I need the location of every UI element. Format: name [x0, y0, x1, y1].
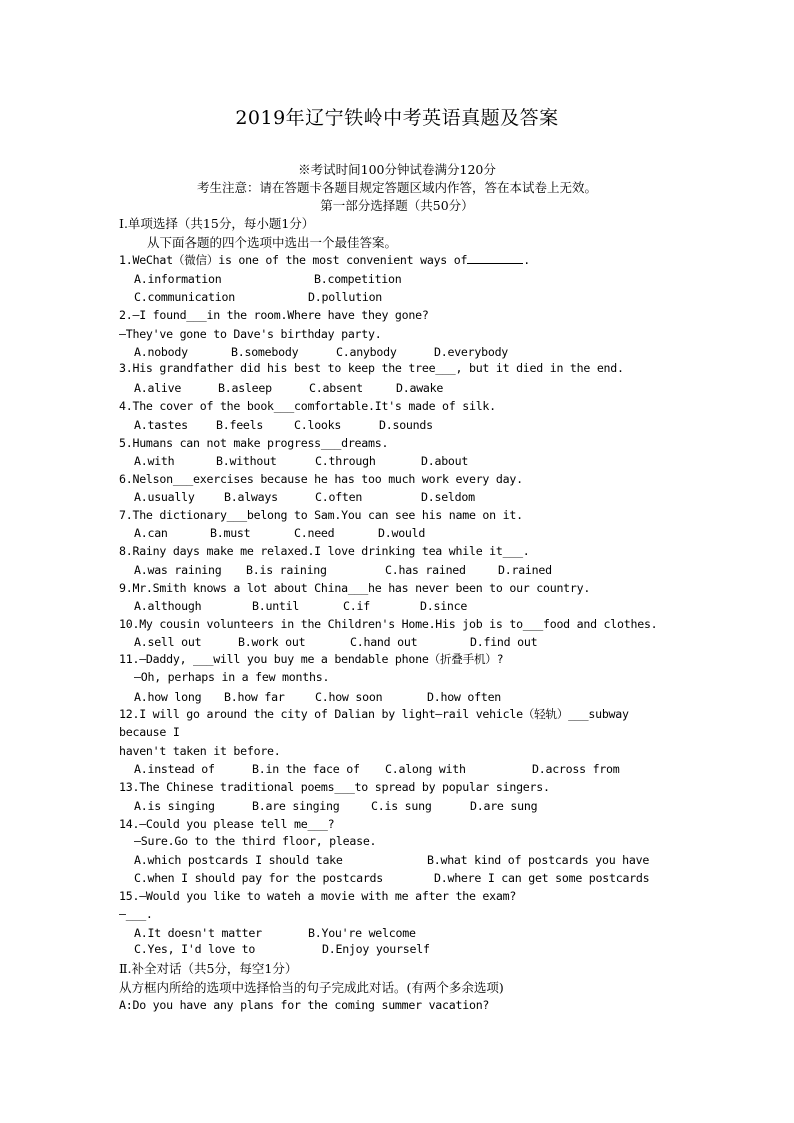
question-14: 14.—Could you please tell me___? — [119, 817, 335, 831]
option-a: A.which postcards I should take — [134, 853, 343, 867]
answer-blank — [467, 253, 523, 264]
option-d: D.rained — [498, 563, 552, 577]
question-13: 13.The Chinese traditional poems___to spread by popular singers. — [119, 780, 550, 794]
option-b: B.You're welcome — [308, 926, 416, 940]
question-3: 3.His grandfather did his best to keep the tree___, but it died in the end. — [119, 361, 624, 375]
option-a: A.tastes — [134, 418, 188, 432]
option-c: C.how soon — [315, 690, 383, 704]
option-c: C.is sung — [371, 799, 432, 813]
question-12-cont: because I — [119, 725, 180, 739]
option-c: C.if — [343, 599, 370, 613]
option-a: A.although — [134, 599, 202, 613]
exam-notice: 考生注意：请在答题卡各题目规定答题区域内作答，答在本试卷上无效。 — [196, 180, 597, 195]
question-1-stem: 1.WeChat（微信）is one of the most convenient ways of — [119, 253, 468, 267]
option-b: B.must — [210, 526, 251, 540]
option-b: B.work out — [238, 635, 306, 649]
option-c: C.has rained — [385, 563, 466, 577]
question-1: 1.WeChat（微信）is one of the most convenient ways of . — [119, 253, 530, 267]
question-10: 10.My cousin volunteers in the Children's Home.His job is to___food and clothes. — [119, 617, 658, 631]
option-d: D.find out — [470, 635, 538, 649]
option-c: C.along with — [385, 762, 466, 776]
question-6-options — [134, 490, 694, 506]
section1-title: I.单项选择（共15分，每小题1分） — [119, 216, 315, 231]
option-d: D.pollution — [308, 290, 383, 304]
dialog-line-a1: A:Do you have any plans for the coming summer vacation? — [119, 998, 490, 1012]
question-4-options — [134, 418, 694, 434]
question-4: 4.The cover of the book___comfortable.It's made of silk. — [119, 399, 496, 413]
question-10-options — [134, 635, 694, 651]
option-a: A.usually — [134, 490, 195, 504]
option-b: B.without — [216, 454, 277, 468]
question-6: 6.Nelson___exercises because he has too much work every day. — [119, 472, 523, 486]
option-a: A.how long — [134, 690, 202, 704]
question-15-reply: —___. — [119, 907, 153, 921]
question-14-options-2 — [134, 871, 694, 887]
option-b: B.competition — [314, 272, 402, 286]
option-d: D.everybody — [434, 345, 509, 359]
question-14-reply: —Sure.Go to the third floor, please. — [134, 834, 377, 848]
question-13-options — [134, 799, 694, 815]
question-11: 11.—Daddy, ___will you buy me a bendable phone（折叠手机）? — [119, 652, 504, 666]
option-a: A.nobody — [134, 345, 188, 359]
option-b: B.in the face of — [252, 762, 360, 776]
option-c: C.when I should pay for the postcards — [134, 871, 384, 885]
option-d: D.awake — [396, 381, 444, 395]
option-c: C.looks — [294, 418, 342, 432]
option-a: A.instead of — [134, 762, 215, 776]
section2-title: Ⅱ.补全对话（共5分，每空1分） — [119, 961, 298, 976]
option-d: D.would — [378, 526, 426, 540]
exam-info: ※考试时间100分钟试卷满分120分 — [298, 162, 496, 177]
question-1-options-2 — [134, 290, 694, 306]
option-d: D.are sung — [470, 799, 538, 813]
question-12-options — [134, 762, 694, 778]
option-a: A.can — [134, 526, 168, 540]
question-5-options — [134, 454, 694, 470]
option-b: B.feels — [216, 418, 264, 432]
option-c: C.absent — [309, 381, 363, 395]
option-a: A.was raining — [134, 563, 222, 577]
question-9: 9.Mr.Smith knows a lot about China___he has never been to our country. — [119, 581, 591, 595]
option-a: A.is singing — [134, 799, 215, 813]
option-d: D.across from — [532, 762, 620, 776]
question-1-options — [134, 272, 694, 288]
option-d: D.how often — [427, 690, 502, 704]
option-d: D.about — [421, 454, 469, 468]
question-9-options — [134, 599, 694, 615]
page-title: 2019年辽宁铁岭中考英语真题及答案 — [235, 107, 559, 129]
option-d: D.since — [420, 599, 468, 613]
option-d: D.where I can get some postcards — [434, 871, 650, 885]
question-15-options — [134, 926, 694, 942]
option-b: B.are singing — [252, 799, 340, 813]
option-c: C.hand out — [350, 635, 418, 649]
option-d: D.Enjoy yourself — [322, 942, 430, 956]
option-a: A.alive — [134, 381, 182, 395]
question-7-options — [134, 526, 694, 542]
question-2-options — [134, 345, 694, 361]
option-a: A.with — [134, 454, 175, 468]
question-3-options — [134, 381, 694, 397]
option-a: A.information — [134, 272, 222, 286]
question-11-reply: —Oh, perhaps in a few months. — [134, 670, 330, 684]
option-c: C.anybody — [336, 345, 397, 359]
option-b: B.until — [252, 599, 300, 613]
option-d: D.sounds — [379, 418, 433, 432]
question-15: 15.—Would you like to wateh a movie with me after the exam? — [119, 889, 517, 903]
option-c: C.often — [315, 490, 363, 504]
option-a: A.It doesn't matter — [134, 926, 262, 940]
question-11-options — [134, 690, 694, 706]
option-c: C.through — [315, 454, 376, 468]
option-b: B.how far — [224, 690, 285, 704]
option-b: B.what kind of postcards you have — [427, 853, 650, 867]
question-8: 8.Rainy days make me relaxed.I love drinking tea while it___. — [119, 544, 530, 558]
question-8-options — [134, 563, 694, 579]
option-d: D.seldom — [421, 490, 475, 504]
option-b: B.somebody — [231, 345, 299, 359]
question-7: 7.The dictionary___belong to Sam.You can see his name on it. — [119, 508, 523, 522]
section1-instruction: 从下面各题的四个选项中选出一个最佳答案。 — [147, 235, 398, 250]
question-2-reply: —They've gone to Dave's birthday party. — [119, 327, 382, 341]
part1-title: 第一部分选择题（共50分） — [320, 198, 474, 213]
option-c: C.need — [294, 526, 335, 540]
question-15-options-2 — [134, 942, 694, 958]
question-12: 12.I will go around the city of Dalian by light—rail vehicle（轻轨）___subway — [119, 707, 629, 721]
option-b: B.asleep — [218, 381, 272, 395]
option-b: B.is raining — [246, 563, 327, 577]
question-14-options — [134, 853, 694, 869]
option-c: C.Yes, I'd love to — [134, 942, 256, 956]
question-2: 2.—I found___in the room.Where have they gone? — [119, 308, 429, 322]
question-12-cont-2: haven't taken it before. — [119, 744, 281, 758]
option-a: A.sell out — [134, 635, 202, 649]
section2-instruction: 从方框内所给的选项中选择恰当的句子完成此对话。(有两个多余选项) — [119, 980, 504, 995]
option-c: C.communication — [134, 290, 235, 304]
question-5: 5.Humans can not make progress___dreams. — [119, 436, 389, 450]
option-b: B.always — [224, 490, 278, 504]
